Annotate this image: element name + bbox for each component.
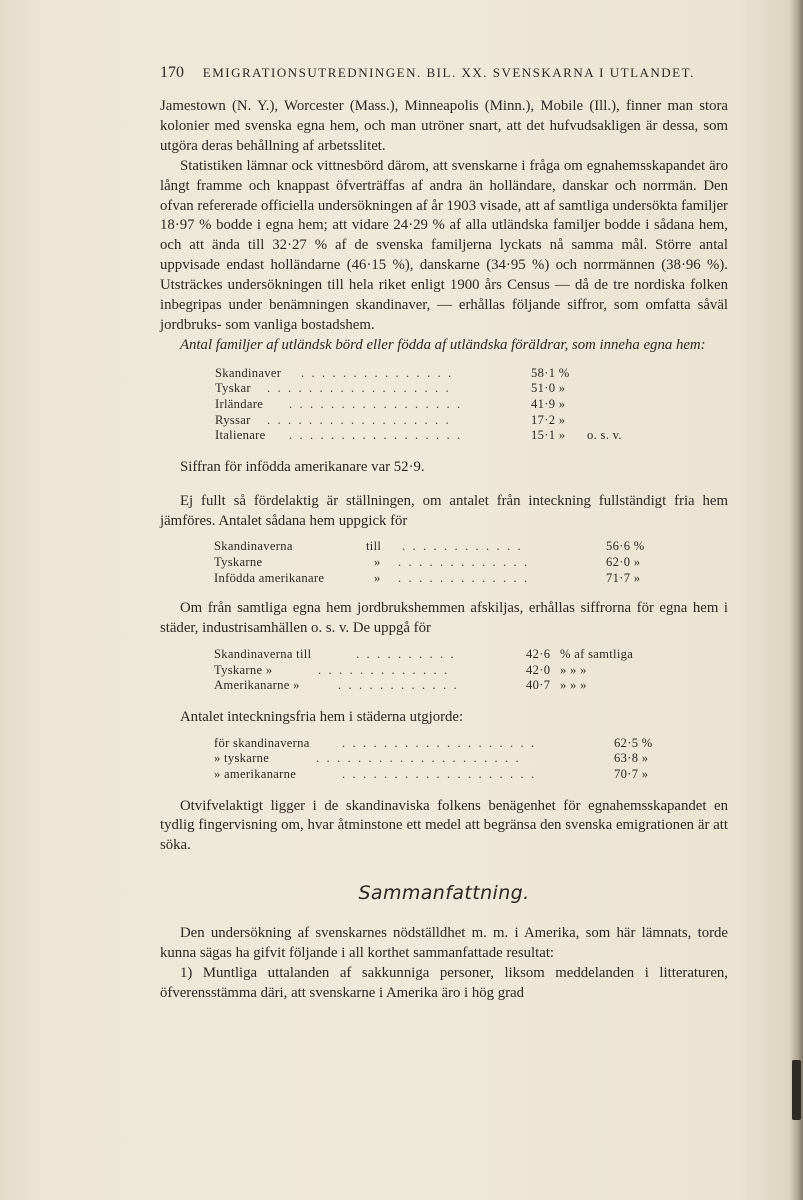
table-city-homes <box>214 647 684 694</box>
dot-leader: . . . . . . . . . . . . . <box>398 555 530 570</box>
row-note: o. s. v. <box>587 428 622 443</box>
row-value: 58·1 % <box>531 365 570 380</box>
conclusion-paragraph: Otvifvelaktigt ligger i de skandinaviska folkens benägenhet för egnahemsskapandet en tydlig fingervisning om, hvar åtminstone ett medel att begränsa den svenska emigrationen är att söka. <box>160 797 728 854</box>
farm-paragraph: Om från samtliga egna hem jordbrukshemmen afskiljas, erhållas siffrorna för egna hem i städer, industrisamhällen o. s. v. De uppgå för <box>160 600 728 637</box>
row-label: Amerikanarne » <box>214 678 300 693</box>
running-title: EMIGRATIONSUTREDNINGEN. BIL. XX. SVENSKARNA I UTLANDET. <box>202 65 695 80</box>
row-value: 15·1 » <box>531 428 566 443</box>
row-value: 41·9 » <box>531 396 566 411</box>
dot-leader: . . . . . . . . . . . . . . . . . . <box>267 412 451 427</box>
row-note: % af samtliga <box>560 647 634 662</box>
table-row <box>214 571 674 587</box>
table-row <box>215 381 655 397</box>
table-row <box>215 397 655 413</box>
table-row <box>214 555 674 571</box>
row-value: 42·0 <box>526 662 551 677</box>
table-mortgage-free-homes <box>214 539 674 586</box>
summary-intro: Den undersökning af svenskarnes nödställdhet m. m. i Amerika, som här lämnats, torde kunna sägas ha gifvit följande i all korthet sammanfattade resultat: <box>160 925 728 962</box>
row-value: 40·7 <box>526 678 551 693</box>
dot-leader: . . . . . . . . . . . . . <box>398 570 530 585</box>
dot-leader: . . . . . . . . . . . . . <box>318 662 450 677</box>
row-label: Irländare <box>215 396 264 411</box>
row-value: 17·2 » <box>531 412 566 427</box>
page-edge-shadow <box>789 0 803 1200</box>
dot-leader: . . . . . . . . . . <box>356 647 456 662</box>
table-row <box>215 428 655 444</box>
row-value: 63·8 » <box>614 751 649 766</box>
row-note: » » » <box>560 678 587 693</box>
row-value: 71·7 » <box>606 570 641 585</box>
table-row <box>215 413 655 429</box>
row-value: 56·6 % <box>606 539 645 554</box>
table-row <box>214 647 684 663</box>
intro-paragraph: Jamestown (N. Y.), Worcester (Mass.), Minneapolis (Minn.), Mobile (Ill.), finner man stora kolonier med svenska egna hem, och man utröner snart, att det hufvudsakligen är dessa, som utgöra deras behållning af arbetsslitet. <box>160 98 728 154</box>
page-body <box>160 97 728 1004</box>
dot-leader: . . . . . . . . . . . . . . . . . . . <box>342 735 537 750</box>
summary-heading: Sammanfattning. <box>358 882 530 905</box>
dot-leader: . . . . . . . . . . . . . . . <box>301 365 454 380</box>
row-label: Ryssar <box>215 412 251 427</box>
dot-leader: . . . . . . . . . . . . . . . . . . . . <box>316 751 521 766</box>
row-value: 70·7 » <box>614 766 649 781</box>
dot-leader: . . . . . . . . . . . . <box>402 539 523 554</box>
row-value: 62·5 % <box>614 735 653 750</box>
table-row <box>214 751 684 767</box>
table-homeownership-by-origin <box>215 366 655 444</box>
row-label: Tyskarne <box>214 555 263 570</box>
row-label: Tyskar <box>215 381 251 396</box>
row-label: Skandinaver <box>215 365 282 380</box>
mortgage-paragraph: Ej fullt så fördelaktig är ställningen, om antalet från inteckning fullständigt fria hem jämföres. Antalet sådana hem uppgick för <box>160 492 728 529</box>
page-number: 170 <box>160 64 184 81</box>
summary-point-1: 1) Muntliga uttalanden af sakkunniga personer, liksom meddelanden i litteraturen, öfverensstämma däri, att svenskarne i Amerika äro i hög grad <box>160 964 728 1001</box>
row-mid: till <box>366 539 382 554</box>
table-city-mortgage-free <box>214 736 684 783</box>
city-mortgage-free-line: Antalet inteckningsfria hem i städerna utgjorde: <box>180 708 464 725</box>
table1-caption: Antal familjer af utländsk börd eller födda af utländska föräldrar, som inneha egna hem: <box>180 336 706 353</box>
row-label: Italienare <box>215 428 266 443</box>
statistics-paragraph: Statistiken lämnar ock vittnesbörd därom, att svenskarne i fråga om egnahemsskapandet äro långt framme och knappast öfverträffas af andra än holländare, danskar och norrmän. Den ofvan refererade officiella undersökningen af år 1903 visade, att af samtliga undersökta familjer 18·97 % bodde i egna hem; att vidare 24·29 % af alla utländska familjer bodde i sådana hem, och att ända till 32·27 % af de svenska familjerna lyckats nå samma mål. Större antal uppvisade endast holländarne (46·15 %), danskarne (34·95 %) och norrmännen (38·96 %). Utsträckes undersökningen till hela riket enligt 1900 års Census — då de tre nordiska folken inbegripas under benämningen skandinaver, — erhållas följande siffror, som omfatta såväl jordbruks- som vanliga bostadshem. <box>160 157 728 333</box>
row-mid: » <box>374 570 381 585</box>
table-row <box>214 767 684 783</box>
row-label: » amerikanarne <box>214 766 297 781</box>
native-americans-line: Siffran för infödda amerikanare var 52·9. <box>180 458 425 475</box>
table-row <box>214 678 684 694</box>
row-label: Tyskarne » <box>214 662 273 677</box>
dot-leader: . . . . . . . . . . . . . . . . . . . <box>342 766 537 781</box>
table-row <box>214 663 684 679</box>
dot-leader: . . . . . . . . . . . . . . . . . <box>289 428 463 443</box>
table-row <box>214 736 684 752</box>
row-label: Skandinaverna <box>214 539 293 554</box>
row-value: 51·0 » <box>531 381 566 396</box>
dot-leader: . . . . . . . . . . . . <box>338 678 459 693</box>
row-label: Infödda amerikanare <box>214 570 325 585</box>
row-mid: » <box>374 555 381 570</box>
dot-leader: . . . . . . . . . . . . . . . . . . <box>267 381 451 396</box>
row-value: 42·6 <box>526 647 551 662</box>
page-edge-mark <box>792 1060 801 1120</box>
row-label: för skandinaverna <box>214 735 310 750</box>
row-label: Skandinaverna till <box>214 647 312 662</box>
table-row <box>215 366 655 382</box>
running-header <box>160 64 700 82</box>
row-value: 62·0 » <box>606 555 641 570</box>
row-label: » tyskarne <box>214 751 270 766</box>
row-note: » » » <box>560 662 587 677</box>
table-row <box>214 539 674 555</box>
dot-leader: . . . . . . . . . . . . . . . . . <box>289 396 463 411</box>
